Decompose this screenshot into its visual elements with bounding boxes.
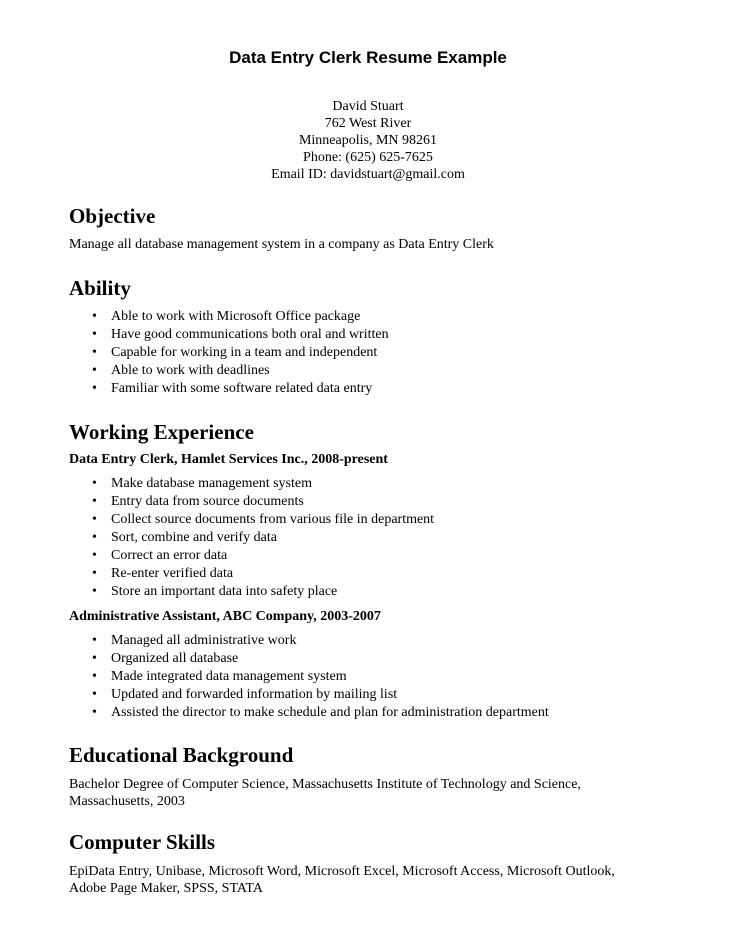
job-title-2: Administrative Assistant, ABC Company, 2003-2007 xyxy=(69,609,381,624)
list-item: • Organized all database xyxy=(92,650,549,668)
list-item: • Correct an error data xyxy=(92,547,434,565)
job-title-1: Data Entry Clerk, Hamlet Services Inc., 2008-present xyxy=(69,452,388,467)
contact-phone: Phone: (625) 625-7625 xyxy=(303,150,433,165)
contact-email: Email ID: davidstuart@gmail.com xyxy=(271,167,465,182)
ability-heading: Ability xyxy=(69,276,131,300)
skills-line-2: Adobe Page Maker, SPSS, STATA xyxy=(69,881,263,896)
list-item: • Entry data from source documents xyxy=(92,493,434,511)
education-line-2: Massachusetts, 2003 xyxy=(69,794,185,809)
list-item: • Able to work with Microsoft Office package xyxy=(92,308,389,326)
experience-heading: Working Experience xyxy=(69,420,254,444)
contact-city: Minneapolis, MN 98261 xyxy=(298,133,438,148)
job-2-duties xyxy=(92,632,549,722)
skills-line-1: EpiData Entry, Unibase, Microsoft Word, Microsoft Excel, Microsoft Access, Microsoft Outlook, xyxy=(69,864,615,879)
list-item: • Familiar with some software related data entry xyxy=(92,380,389,398)
job-1-duties xyxy=(92,475,434,601)
skills-heading: Computer Skills xyxy=(69,830,216,854)
list-item: • Updated and forwarded information by mailing list xyxy=(92,686,549,704)
list-item: • Capable for working in a team and independent xyxy=(92,344,389,362)
list-item: • Made integrated data management system xyxy=(92,668,549,686)
contact-street: 762 West River xyxy=(324,116,412,131)
list-item: • Store an important data into safety place xyxy=(92,583,434,601)
education-line-1: Bachelor Degree of Computer Science, Massachusetts Institute of Technology and Science, xyxy=(69,777,581,792)
page-title: Data Entry Clerk Resume Example xyxy=(229,48,507,67)
list-item: • Re-enter verified data xyxy=(92,565,434,583)
list-item: • Able to work with deadlines xyxy=(92,362,389,380)
objective-heading: Objective xyxy=(69,204,156,228)
list-item: • Managed all administrative work xyxy=(92,632,549,650)
list-item: • Assisted the director to make schedule and plan for administration department xyxy=(92,704,549,722)
contact-name: David Stuart xyxy=(332,99,404,114)
education-heading: Educational Background xyxy=(69,743,294,767)
list-item: • Collect source documents from various file in department xyxy=(92,511,434,529)
list-item: • Make database management system xyxy=(92,475,434,493)
ability-list xyxy=(92,308,389,398)
list-item: • Have good communications both oral and written xyxy=(92,326,389,344)
objective-text: Manage all database management system in a company as Data Entry Clerk xyxy=(69,237,494,252)
contact-block xyxy=(0,98,736,183)
list-item: • Sort, combine and verify data xyxy=(92,529,434,547)
